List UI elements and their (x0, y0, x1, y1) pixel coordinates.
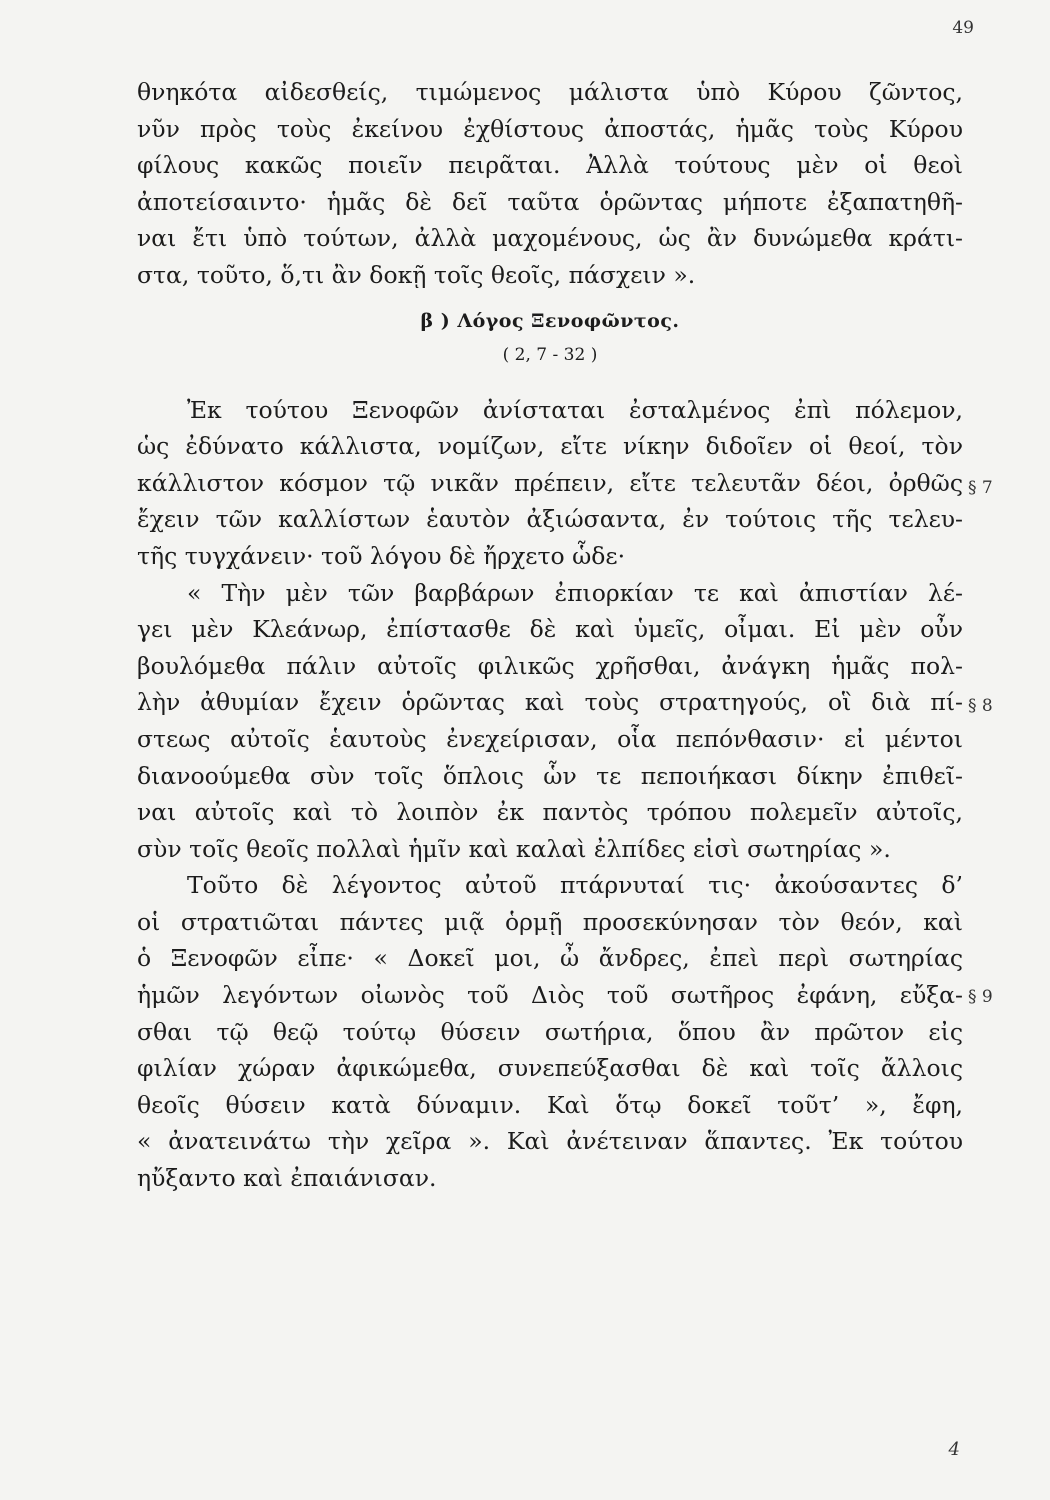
paragraph (137, 74, 963, 294)
section-marker: § 9 (968, 987, 993, 1007)
text-line: θνηκότα αἰδεσθείς, τιμώμενος μάλιστα ὑπὸ Κύρου ζῶντος, (137, 78, 963, 106)
section-heading: β ) Λόγος Ξενοφῶντος. (420, 309, 680, 332)
signature-mark: 4 (948, 1439, 960, 1460)
text-line: στα, τοῦτο, ὅ,τι ἂν δοκῇ τοῖς θεοῖς, πάσχειν ». (137, 260, 696, 289)
text-line: ὡς ἐδύνατο κάλλιστα, νομίζων, εἴτε νίκην διδοῖεν οἱ θεοί, τὸν (137, 432, 963, 461)
text-line: Ἐκ τούτου Ξενοφῶν ἀνίσταται ἐσταλμένος ἐπὶ πόλεμον, (187, 395, 963, 424)
text-line: ναι αὐτοῖς καὶ τὸ λοιπὸν ἐκ παντὸς τρόπου πολεμεῖν αὐτοῖς, (137, 798, 963, 827)
text-line: ἡμῶν λεγόντων οἰωνὸς τοῦ Διὸς τοῦ σωτῆρος ἐφάνη, εὔξα- (137, 981, 963, 1010)
text-line: « Τὴν μὲν τῶν βαρβάρων ἐπιορκίαν τε καὶ ἀπιστίαν λέ- (187, 578, 963, 607)
text-line: διανοούμεθα σὺν τοῖς ὅπλοις ὧν τε πεποιήκασι δίκην ἐπιθεῖ- (137, 761, 963, 790)
text-line: θεοῖς θύσειν κατὰ δύναμιν. Καὶ ὅτῳ δοκεῖ τοῦτ’ », ἔφη, (137, 1090, 963, 1119)
text-line: ὁ Ξενοφῶν εἶπε· « Δοκεῖ μοι, ὦ ἄνδρες, ἐπεὶ περὶ σωτηρίας (137, 944, 963, 973)
paragraph (137, 392, 963, 575)
text-line: νῦν πρὸς τοὺς ἐκείνου ἐχθίστους ἀποστάς, ἡμᾶς τοὺς Κύρου (137, 114, 963, 143)
text-line: σθαι τῷ θεῷ τούτῳ θύσειν σωτήρια, ὅπου ἂν πρῶτον εἰς (137, 1017, 963, 1046)
section-marker: § 8 (968, 696, 993, 716)
section-reference: ( 2, 7 - 32 ) (502, 344, 598, 365)
section-marker: § 7 (968, 478, 993, 498)
page-number: 49 (952, 18, 974, 38)
text-line: γει μὲν Κλεάνωρ, ἐπίστασθε δὲ καὶ ὑμεῖς, οἶμαι. Εἰ μὲν οὖν (137, 615, 963, 644)
text-line: τῆς τυγχάνειν· τοῦ λόγου δὲ ἤρχετο ὧδε· (137, 541, 626, 570)
paragraph (137, 867, 963, 1196)
text-line: ναι ἔτι ὑπὸ τούτων, ἀλλὰ μαχομένους, ὡς ἂν δυνώμεθα κράτι- (137, 224, 963, 253)
text-line: σὺν τοῖς θεοῖς πολλαὶ ἡμῖν καὶ καλαὶ ἐλπίδες εἰσὶ σωτηρίας ». (137, 834, 891, 863)
text-line: λὴν ἀθυμίαν ἔχειν ὁρῶντας καὶ τοὺς στρατηγούς, οἳ διὰ πί- (137, 688, 963, 717)
text-line: φιλίαν χώραν ἀφικώμεθα, συνεπεύξασθαι δὲ καὶ τοῖς ἄλλοις (137, 1054, 963, 1083)
text-line: ἔχειν τῶν καλλίστων ἑαυτὸν ἀξιώσαντα, ἐν τούτοις τῆς τελευ- (137, 505, 963, 534)
text-line: ἀποτείσαιντο· ἡμᾶς δὲ δεῖ ταῦτα ὁρῶντας μήποτε ἐξαπατηθῆ- (137, 187, 963, 216)
text-line: Τοῦτο δὲ λέγοντος αὐτοῦ πτάρνυταί τις· ἀκούσαντες δ’ (187, 871, 963, 900)
page-body (137, 74, 963, 1197)
text-line: οἱ στρατιῶται πάντες μιᾷ ὁρμῇ προσεκύνησαν τὸν θεόν, καὶ (137, 907, 963, 936)
text-line: ηὔξαντο καὶ ἐπαιάνισαν. (137, 1164, 437, 1193)
text-line: βουλόμεθα πάλιν αὐτοῖς φιλικῶς χρῆσθαι, ἀνάγκη ἡμᾶς πολ- (137, 651, 963, 680)
text-line: στεως αὐτοῖς ἑαυτοὺς ἐνεχείρισαν, οἷα πεπόνθασιν· εἰ μέντοι (137, 724, 963, 753)
text-line: φίλους κακῶς ποιεῖν πειρᾶται. Ἀλλὰ τούτους μὲν οἱ θεοὶ (137, 151, 963, 180)
text-line: κάλλιστον κόσμον τῷ νικᾶν πρέπειν, εἴτε τελευτᾶν δέοι, ὀρθῶς (137, 468, 963, 497)
text-line: « ἀνατεινάτω τὴν χεῖρα ». Καὶ ἀνέτειναν ἅπαντες. Ἐκ τούτου (137, 1127, 963, 1156)
paragraph (137, 575, 963, 868)
